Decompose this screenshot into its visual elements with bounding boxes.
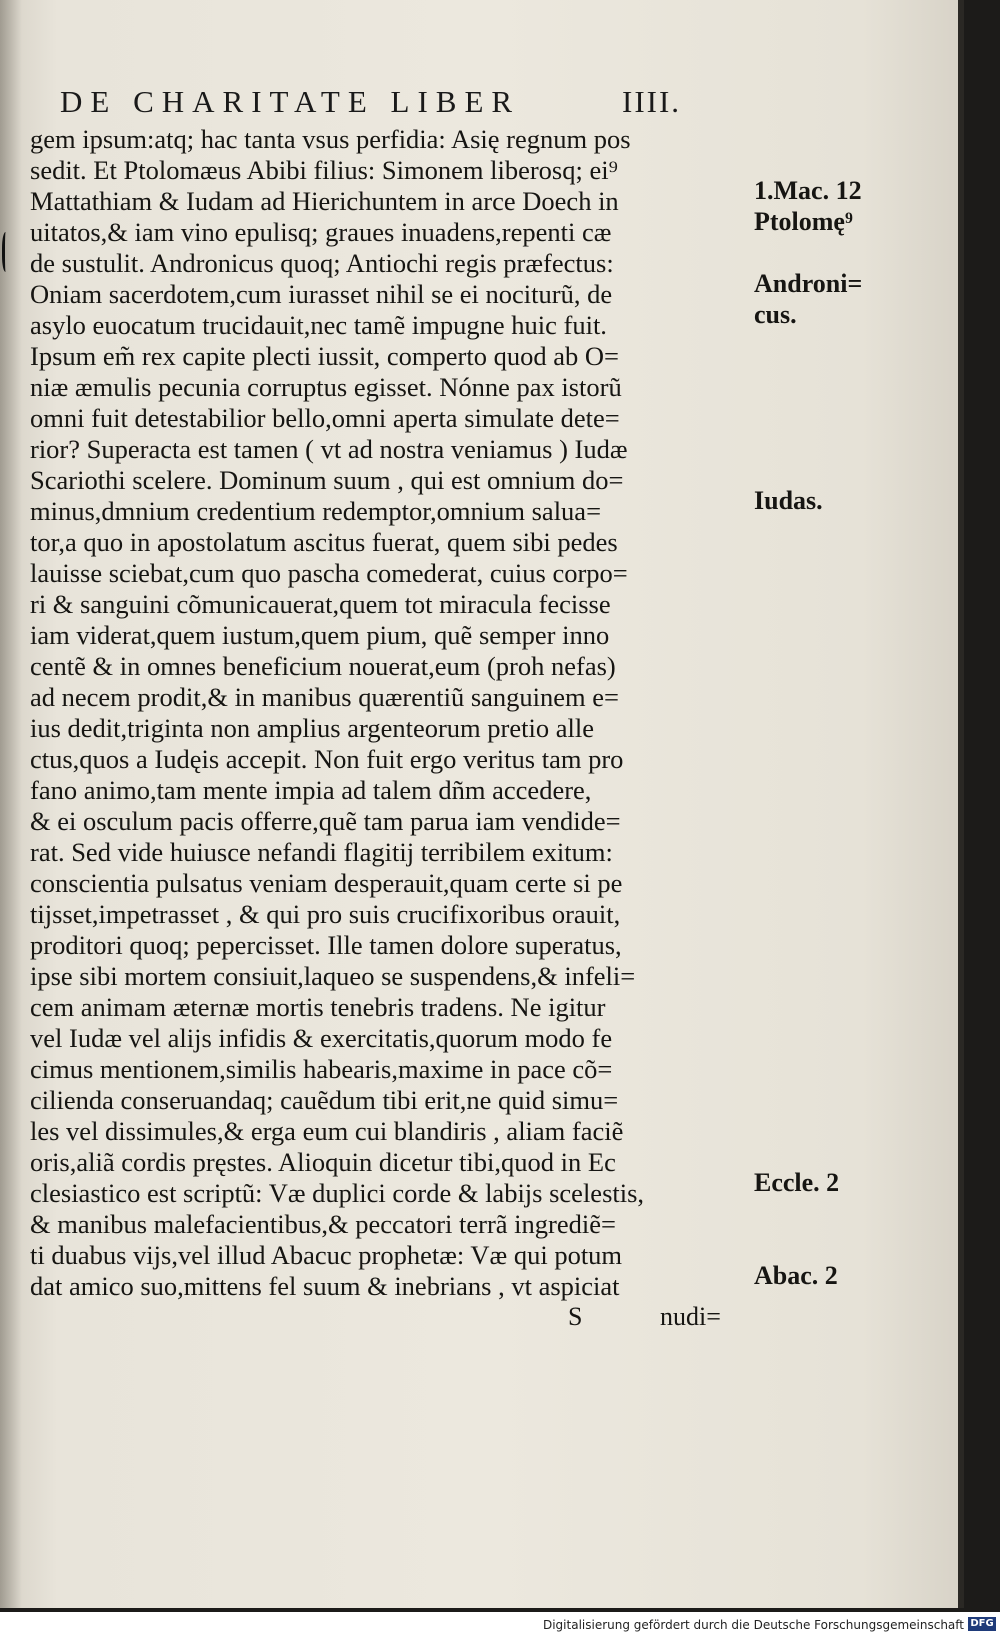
margin-note: Androni= [754,269,863,298]
text-line: ius dedit,triginta non amplius argenteorum pretio alle [30,713,594,743]
text-line: ri & sanguini cõmunicauerat,quem tot miracula fecisse [30,589,611,619]
text-line: Ipsum em̃ rex capite plecti iussit, comperto quod ab O= [30,341,619,371]
funding-credit: Digitalisierung gefördert durch die Deutsche Forschungsgemeinschaft [542,1618,964,1632]
running-head-title: DE CHARITATE LIBER [60,84,521,119]
text-line: Mattathiam & Iudam ad Hierichuntem in arce Doech in [30,186,619,216]
text-line: conscientia pulsatus veniam desperauit,quam certe si pe [30,868,623,898]
text-line: tor,a quo in apostolatum ascitus fuerat, quem sibi pedes [30,527,618,557]
text-line: rat. Sed vide huiusce nefandi flagitij terribilem exitum: [30,837,613,867]
text-line: tijsset,impetrasset , & qui pro suis crucifixoribus orauit, [30,899,621,929]
margin-note: cus. [754,300,797,329]
text-line: ctus,quos a Iudęis accepit. Non fuit ergo veritus tam pro [30,744,624,774]
text-line: vel Iudæ vel alijs infidis & exercitatis,quorum modo fe [30,1023,613,1053]
text-line: minus,dmnium credentium redemptor,omnium salua= [30,496,602,526]
text-line: proditori quoq; pepercisset. Ille tamen dolore superatus, [30,930,622,960]
text-line: fano animo,tam mente impia ad talem dñm accedere, [30,775,592,805]
text-line: Oniam sacerdotem,cum iurasset nihil se ei nociturũ, de [30,279,613,309]
margin-note: Eccle. 2 [754,1168,840,1197]
dfg-logo: DFG [968,1617,996,1631]
text-line: ti duabus vijs,vel illud Abacuc prophetæ: Væ qui potum [30,1240,623,1270]
digitization-footer [0,1612,1000,1639]
margin-note: Iudas. [754,486,823,515]
text-line: lauisse sciebat,cum quo pascha comederat, cuius corpo= [30,558,628,588]
folio-number: IIII. [622,84,682,119]
signature-mark: S [568,1302,583,1331]
text-line: Scariothi scelere. Dominum suum , qui est omnium do= [30,465,624,495]
text-line: ipse sibi mortem consiuit,laqueo se suspendens,& infeli= [30,961,636,991]
text-line: rior? Superacta est tamen ( vt ad nostra veniamus ) Iudæ [30,434,628,464]
margin-note: 1.Mac. 12 [754,176,862,205]
text-line: omni fuit detestabilior bello,omni aperta simulate dete= [30,403,620,433]
text-line: oris,aliã cordis pręstes. Alioquin dicetur tibi,quod in Ec [30,1147,616,1177]
main-text-block [30,124,730,1302]
text-line: ad necem prodit,& in manibus quærentiũ sanguinem e= [30,682,619,712]
running-head [60,84,700,128]
text-line: cilienda conseruandaq; cauẽdum tibi erit,ne quid simu= [30,1085,619,1115]
text-line: niæ æmulis pecunia corruptus egisset. Nónne pax istorũ [30,372,622,402]
text-line: cem animam æternæ mortis tenebris tradens. Ne igitur [30,992,606,1022]
margin-note: Abac. 2 [754,1261,838,1290]
text-line: gem ipsum:atq; hac tanta vsus perfidia: Asię regnum pos [30,124,631,154]
text-line: dat amico suo,mittens fel suum & inebrians , vt aspiciat [30,1271,620,1301]
margin-note: Ptolomę⁹ [754,207,853,236]
text-line: centẽ & in omnes beneficium nouerat,eum (proh nefas) [30,651,616,681]
text-line: & ei osculum pacis offerre,quẽ tam parua iam vendide= [30,806,621,836]
catchword: nudi= [660,1302,721,1331]
text-line: sedit. Et Ptolomæus Abibi filius: Simonem liberosq; ei⁹ [30,155,618,185]
text-line: clesiastico est scriptũ: Væ duplici corde & labijs scelestis, [30,1178,645,1208]
text-line: les vel dissimules,& erga eum cui blandiris , aliam faciẽ [30,1116,624,1146]
page-edge-mark [2,232,11,272]
text-line: & manibus malefacientibus,& peccatori terrã ingrediẽ= [30,1209,616,1239]
text-line: iam viderat,quem iustum,quem pium, quẽ semper inno [30,620,610,650]
text-line: uitatos,& iam vino epulisq; graues inuadens,repenti cæ [30,217,612,247]
text-line: cimus mentionem,similis habearis,maxime in pace cõ= [30,1054,613,1084]
text-line: asylo euocatum trucidauit,nec tamẽ impugne huic fuit. [30,310,607,340]
text-line: de sustulit. Andronicus quoq; Antiochi regis præfectus: [30,248,614,278]
